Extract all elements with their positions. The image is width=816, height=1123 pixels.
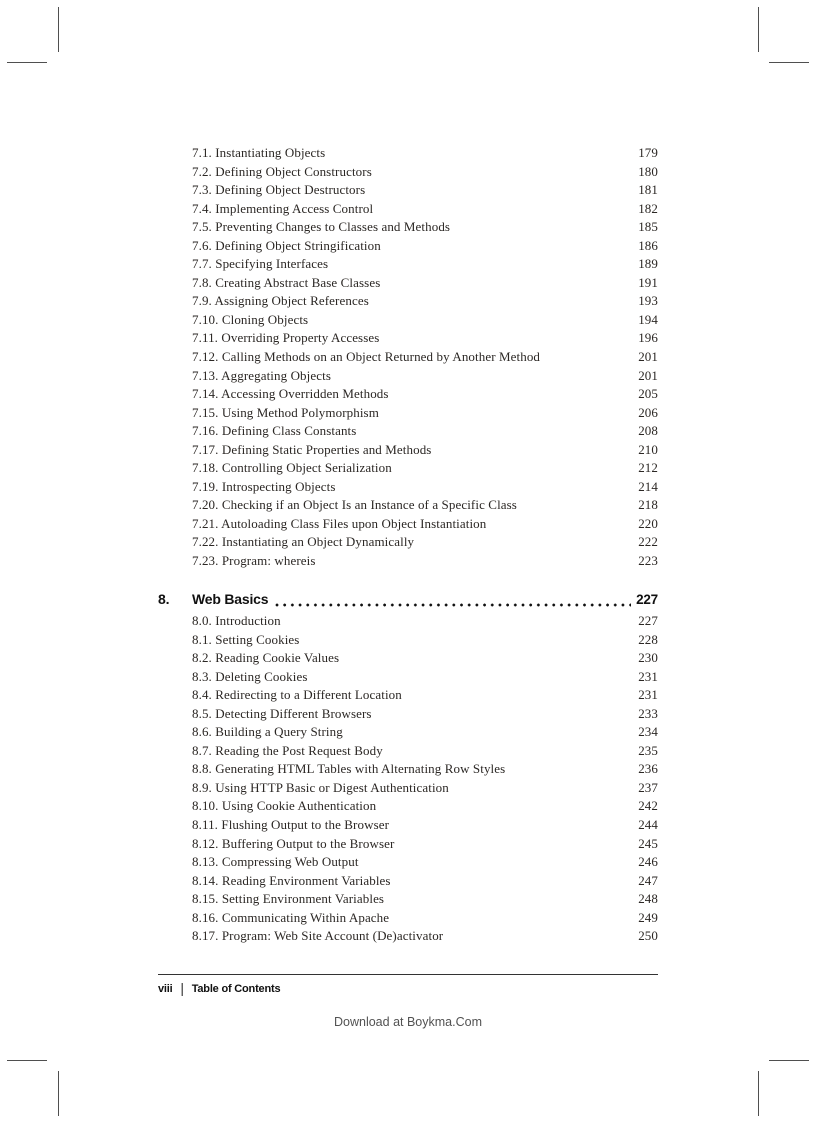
- toc-entry-page: 234: [638, 724, 658, 740]
- toc-entry-page: 235: [638, 742, 658, 758]
- toc-entry: [158, 779, 658, 798]
- toc-entry: [158, 367, 658, 386]
- toc-entry-page: 227: [638, 613, 658, 628]
- toc-entry-page: 250: [638, 928, 658, 944]
- toc-entry-label: 7.4. Implementing Access Control: [192, 200, 374, 216]
- toc-entry-label: 7.8. Creating Abstract Base Classes: [192, 274, 381, 290]
- toc-entry-page: 249: [638, 909, 658, 925]
- toc-entry-label: 7.15. Using Method Polymorphism: [192, 404, 379, 420]
- toc-entry-page: 222: [638, 534, 658, 550]
- toc-entry-page: 246: [638, 854, 658, 870]
- toc-entry: [158, 385, 658, 404]
- toc-entry-page: 185: [638, 219, 658, 235]
- toc-entry-page: 205: [638, 386, 658, 402]
- toc-entry: [158, 668, 658, 687]
- toc-entry: [158, 181, 658, 200]
- toc-entry: [158, 686, 658, 705]
- toc-entry-page: 201: [638, 349, 658, 365]
- toc-entry-label: 8.16. Communicating Within Apache: [192, 909, 390, 925]
- footer-section-label: Table of Contents: [191, 982, 281, 995]
- toc-entry: [158, 441, 658, 460]
- toc-entry-label: 8.14. Reading Environment Variables: [192, 872, 391, 888]
- download-watermark: Download at Boykma.Com: [334, 1015, 482, 1029]
- toc-entry-label: 8.5. Detecting Different Browsers: [192, 705, 372, 721]
- toc-entry-label: 8.11. Flushing Output to the Browser: [192, 817, 390, 833]
- toc-entry-label: 8.2. Reading Cookie Values: [192, 650, 340, 666]
- toc-entry-label: 8.13. Compressing Web Output: [192, 854, 359, 870]
- toc-entry: [158, 552, 658, 571]
- toc-entry-label: 8.12. Buffering Output to the Browser: [192, 835, 395, 851]
- toc-entry-label: 7.14. Accessing Overridden Methods: [192, 386, 389, 402]
- footer-rule: [158, 974, 658, 975]
- toc-entry-label: 8.1. Setting Cookies: [192, 631, 300, 647]
- toc-entry: [158, 909, 658, 928]
- toc-entry-label: 8.4. Redirecting to a Different Location: [192, 687, 402, 703]
- toc-entry-page: 179: [638, 145, 658, 160]
- toc-entry-label: 8.9. Using HTTP Basic or Digest Authentication: [192, 779, 449, 795]
- toc-entry-page: 220: [638, 515, 658, 531]
- toc-entry-page: 191: [638, 274, 658, 290]
- toc-entry-label: 7.16. Defining Class Constants: [192, 423, 357, 439]
- crop-mark-bottom-right-horizontal: [769, 1060, 809, 1061]
- toc-entry-label: 7.18. Controlling Object Serialization: [192, 460, 392, 476]
- page-footer: [158, 981, 280, 996]
- toc-entry-label: 7.10. Cloning Objects: [192, 311, 309, 327]
- toc-entry-page: 212: [638, 460, 658, 476]
- crop-mark-bottom-right-vertical: [758, 1071, 759, 1116]
- toc-entry-label: 7.19. Introspecting Objects: [192, 478, 336, 494]
- chapter-page-number: 227: [636, 592, 658, 607]
- toc-entry-page: 214: [638, 478, 658, 494]
- toc-entry-page: 196: [638, 330, 658, 346]
- toc-entry-label: 8.15. Setting Environment Variables: [192, 891, 385, 907]
- toc-entry: [158, 835, 658, 854]
- toc-entry: [158, 723, 658, 742]
- toc-entry: [158, 816, 658, 835]
- toc-entry-label: 8.8. Generating HTML Tables with Alternating Row Styles: [192, 761, 506, 777]
- toc-entry-label: 7.20. Checking if an Object Is an Instance of a Specific Class: [192, 497, 517, 513]
- toc-entry-page: 231: [638, 668, 658, 684]
- toc-entry-label: 8.3. Deleting Cookies: [192, 668, 308, 684]
- toc-entry-label: 7.9. Assigning Object References: [192, 293, 369, 309]
- toc-entry: [158, 797, 658, 816]
- toc-entry-label: 8.7. Reading the Post Request Body: [192, 742, 383, 758]
- crop-mark-top-left-horizontal: [7, 62, 47, 63]
- toc-chapter-heading: [158, 589, 658, 612]
- toc-entry: [158, 853, 658, 872]
- toc-entry: [158, 274, 658, 293]
- toc-entry: [158, 872, 658, 891]
- toc-entry-page: 218: [638, 497, 658, 513]
- footer-page-number: viii: [158, 982, 173, 995]
- toc-entry: [158, 533, 658, 552]
- toc-entry-page: 182: [638, 200, 658, 216]
- toc-entry-label: 7.2. Defining Object Constructors: [192, 163, 372, 179]
- toc-entry-label: 7.17. Defining Static Properties and Methods: [192, 441, 432, 457]
- footer-separator-bar: |: [180, 980, 184, 997]
- toc-entry: [158, 348, 658, 367]
- toc-entry: [158, 612, 658, 631]
- toc-entry: [158, 515, 658, 534]
- toc-entry-label: 8.6. Building a Query String: [192, 724, 343, 740]
- toc-entry-page: 245: [638, 835, 658, 851]
- toc-entry: [158, 404, 658, 423]
- toc-entry-page: 223: [638, 553, 658, 569]
- toc-entry: [158, 927, 658, 946]
- toc-entry: [158, 649, 658, 668]
- toc-entry-label: 7.21. Autoloading Class Files upon Object Instantiation: [192, 515, 487, 531]
- toc-entry: [158, 144, 658, 163]
- toc-entry: [158, 255, 658, 274]
- toc-entry: [158, 478, 658, 497]
- toc-entry-page: 231: [638, 687, 658, 703]
- toc-entry-page: 206: [638, 404, 658, 420]
- toc-entry-label: 7.12. Calling Methods on an Object Returned by Another Method: [192, 349, 541, 365]
- toc-entry: [158, 496, 658, 515]
- toc-entry-label: 7.1. Instantiating Objects: [192, 145, 326, 160]
- toc-entry-page: 210: [638, 441, 658, 457]
- toc-entry: [158, 631, 658, 650]
- toc-entry: [158, 292, 658, 311]
- toc-entry-label: 8.0. Introduction: [192, 613, 281, 628]
- toc-entry-list: [158, 612, 658, 946]
- chapter-number: 8.: [158, 591, 170, 607]
- toc-entry-label: 7.23. Program: whereis: [192, 553, 316, 569]
- toc-entry-page: 233: [638, 705, 658, 721]
- toc-entry: [158, 760, 658, 779]
- toc-entry-page: 208: [638, 423, 658, 439]
- toc-entry: [158, 200, 658, 219]
- toc-entry: [158, 890, 658, 909]
- toc-entry: [158, 742, 658, 761]
- toc-entry: [158, 459, 658, 478]
- toc-entry-page: 237: [638, 779, 658, 795]
- toc-entry-page: 242: [638, 798, 658, 814]
- toc-entry: [158, 329, 658, 348]
- toc-entry-label: 8.10. Using Cookie Authentication: [192, 798, 377, 814]
- toc-entry: [158, 311, 658, 330]
- toc-entry-label: 7.6. Defining Object Stringification: [192, 237, 381, 253]
- dot-leader: [275, 589, 631, 612]
- toc-entry: [158, 705, 658, 724]
- toc-entry-page: 248: [638, 891, 658, 907]
- crop-mark-bottom-left-vertical: [58, 1071, 59, 1116]
- toc-entry-label: 7.5. Preventing Changes to Classes and Methods: [192, 219, 451, 235]
- crop-mark-top-right-horizontal: [769, 62, 809, 63]
- crop-mark-bottom-left-horizontal: [7, 1060, 47, 1061]
- toc-entry-label: 8.17. Program: Web Site Account (De)activator: [192, 928, 444, 944]
- toc-entry-page: 194: [638, 311, 658, 327]
- toc-entry-page: 230: [638, 650, 658, 666]
- toc-entry-page: 181: [638, 182, 658, 198]
- toc-entry-label: 7.11. Overriding Property Accesses: [192, 330, 380, 346]
- crop-mark-top-left-vertical: [58, 7, 59, 52]
- toc-entry-page: 180: [638, 163, 658, 179]
- toc-entry-label: 7.13. Aggregating Objects: [192, 367, 331, 383]
- crop-mark-top-right-vertical: [758, 7, 759, 52]
- toc-entry-label: 7.3. Defining Object Destructors: [192, 182, 366, 198]
- toc-entry-label: 7.22. Instantiating an Object Dynamically: [192, 534, 415, 550]
- toc-entry-page: 247: [638, 872, 658, 888]
- toc-section-chapter8: [158, 589, 658, 946]
- toc-entry-page: 228: [638, 631, 658, 647]
- chapter-title: Web Basics: [192, 591, 269, 607]
- toc-entry-page: 236: [638, 761, 658, 777]
- toc-section-chapter7-continued: [158, 144, 658, 571]
- toc-entry-list: [158, 144, 658, 571]
- toc-entry-page: 201: [638, 367, 658, 383]
- toc-entry: [158, 218, 658, 237]
- toc-entry-page: 186: [638, 237, 658, 253]
- toc-entry: [158, 163, 658, 182]
- toc-entry: [158, 237, 658, 256]
- toc-entry-label: 7.7. Specifying Interfaces: [192, 256, 329, 272]
- toc-entry-page: 189: [638, 256, 658, 272]
- toc-entry: [158, 422, 658, 441]
- toc-entry-page: 244: [638, 817, 658, 833]
- toc-entry-page: 193: [638, 293, 658, 309]
